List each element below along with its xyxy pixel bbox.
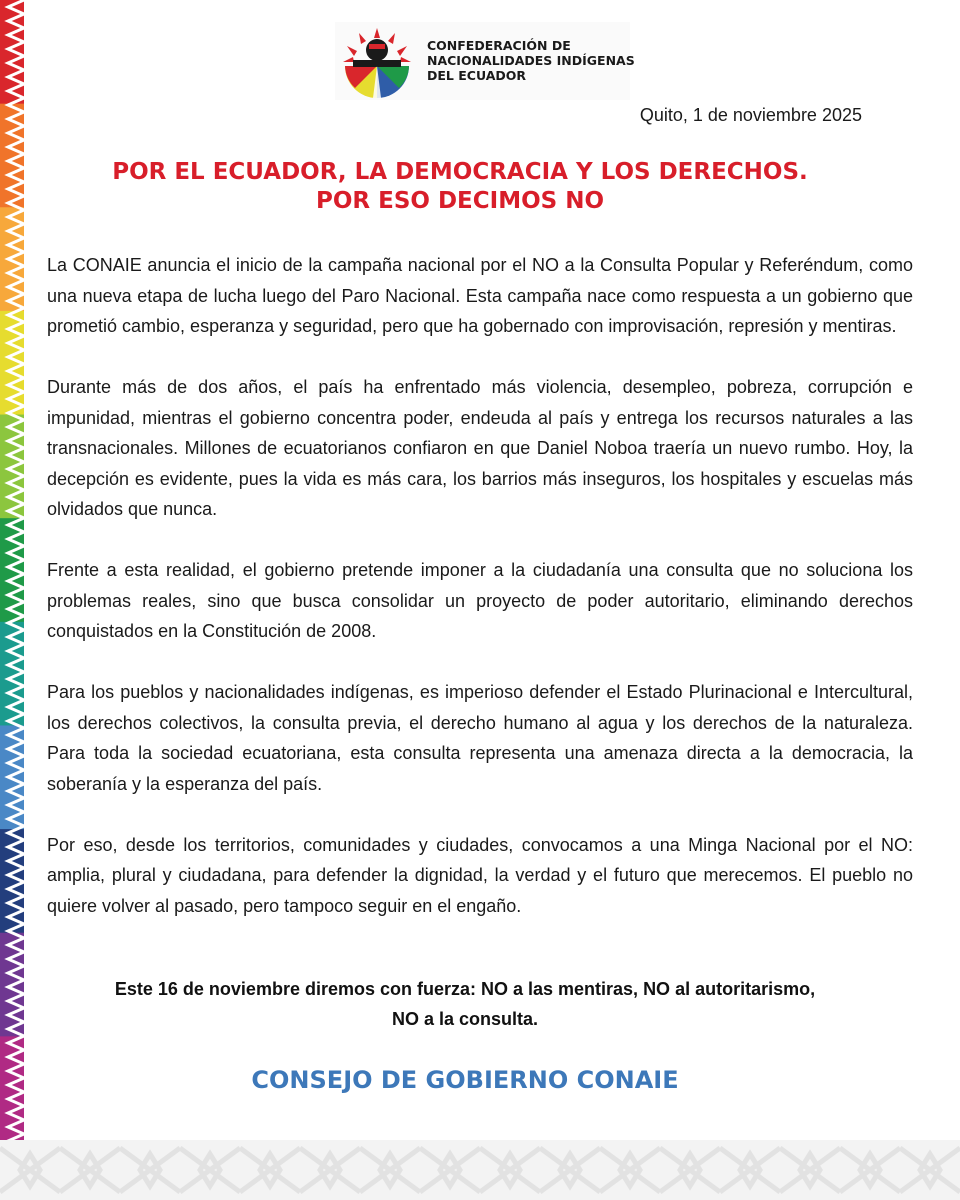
org-name-line-3: DEL ECUADOR xyxy=(427,68,527,83)
letterhead xyxy=(335,22,635,100)
bottom-motif xyxy=(120,1148,180,1192)
paragraph-4: Para los pueblos y nacionalidades indígenas, es imperioso defender el Estado Plurinacional e Intercultural, los derechos colectivos, la consulta previa, el derecho humano al agua y los derechos de la naturaleza. Para toda la sociedad ecuatoriana, esta consulta representa una amenaza directa a la democracia, la soberanía y la esperanza del país. xyxy=(47,682,913,794)
title-line-1: POR EL ECUADOR, LA DEMOCRACIA Y LOS DERECHOS. xyxy=(112,159,808,185)
bottom-motif xyxy=(840,1148,900,1192)
paragraph-5: Por eso, desde los territorios, comunidades y ciudades, convocamos a una Minga Nacional por el NO: amplia, plural y ciudadana, para defender la dignidad, la verdad y el futuro que merecemos. El pueblo no quiere volver al pasado, pero tampoco seguir en el engaño. xyxy=(47,834,913,916)
closing-statement xyxy=(40,974,890,1034)
bottom-motif xyxy=(600,1148,660,1192)
paragraph-3: Frente a esta realidad, el gobierno pretende imponer a la ciudadanía una consulta que no soluciona los problemas reales, sino que busca consolidar un proyecto de poder autoritario, eliminando derechos conquistados en la Constitución de 2008. xyxy=(47,560,913,641)
document-body xyxy=(47,250,913,952)
closing-line-1: Este 16 de noviembre diremos con fuerza: NO a las mentiras, NO al autoritarismo, xyxy=(114,979,816,999)
conaie-logo xyxy=(339,24,415,100)
bottom-motif xyxy=(60,1148,120,1192)
paragraph-1: La CONAIE anuncia el inicio de la campaña nacional por el NO a la Consulta Popular y Referéndum, como una nueva etapa de lucha luego del Paro Nacional. Esta campaña nace como respuesta a un gobierno que prometió cambio, esperanza y seguridad, pero que ha gobernado con improvisación, represión y mentiras. xyxy=(47,255,913,336)
signature: CONSEJO DE GOBIERNO CONAIE xyxy=(251,1066,679,1094)
bottom-motif xyxy=(540,1148,600,1192)
bottom-motif xyxy=(660,1148,720,1192)
bottom-motif xyxy=(900,1148,960,1192)
logo-figure-head xyxy=(366,39,388,61)
bottom-motif xyxy=(0,1148,60,1192)
closing-line-2: NO a la consulta. xyxy=(391,1009,539,1029)
bottom-motif xyxy=(360,1148,420,1192)
org-name-line-2: NACIONALIDADES INDÍGENAS xyxy=(427,53,635,68)
bottom-motif xyxy=(420,1148,480,1192)
bottom-motif xyxy=(240,1148,300,1192)
org-name-line-1: CONFEDERACIÓN DE xyxy=(427,38,571,53)
title-line-2: POR ESO DECIMOS NO xyxy=(315,188,605,214)
bottom-motif xyxy=(180,1148,240,1192)
organization-name xyxy=(427,38,637,83)
document-title xyxy=(40,158,880,216)
bottom-decorative-border xyxy=(0,1140,960,1200)
document-date: Quito, 1 de noviembre 2025 xyxy=(639,105,862,125)
side-zigzag-pattern xyxy=(0,0,24,1140)
bottom-motif xyxy=(300,1148,360,1192)
paragraph-2: Durante más de dos años, el país ha enfrentado más violencia, desempleo, pobreza, corrupción e impunidad, mientras el gobierno concentra poder, endeuda al país y entrega los recursos naturales a las transnacionales. Millones de ecuatorianos confiaron en que Daniel Noboa traería un nuevo rumbo. Hoy, la decepción es evidente, pues la vida es más cara, los barrios más inseguros, los hospitales y escuelas más olvidados que nunca. xyxy=(47,377,913,519)
bottom-pattern xyxy=(0,1140,960,1200)
bottom-motif xyxy=(720,1148,780,1192)
side-decorative-border xyxy=(0,0,24,1140)
bottom-motif xyxy=(780,1148,840,1192)
bottom-motif xyxy=(480,1148,540,1192)
